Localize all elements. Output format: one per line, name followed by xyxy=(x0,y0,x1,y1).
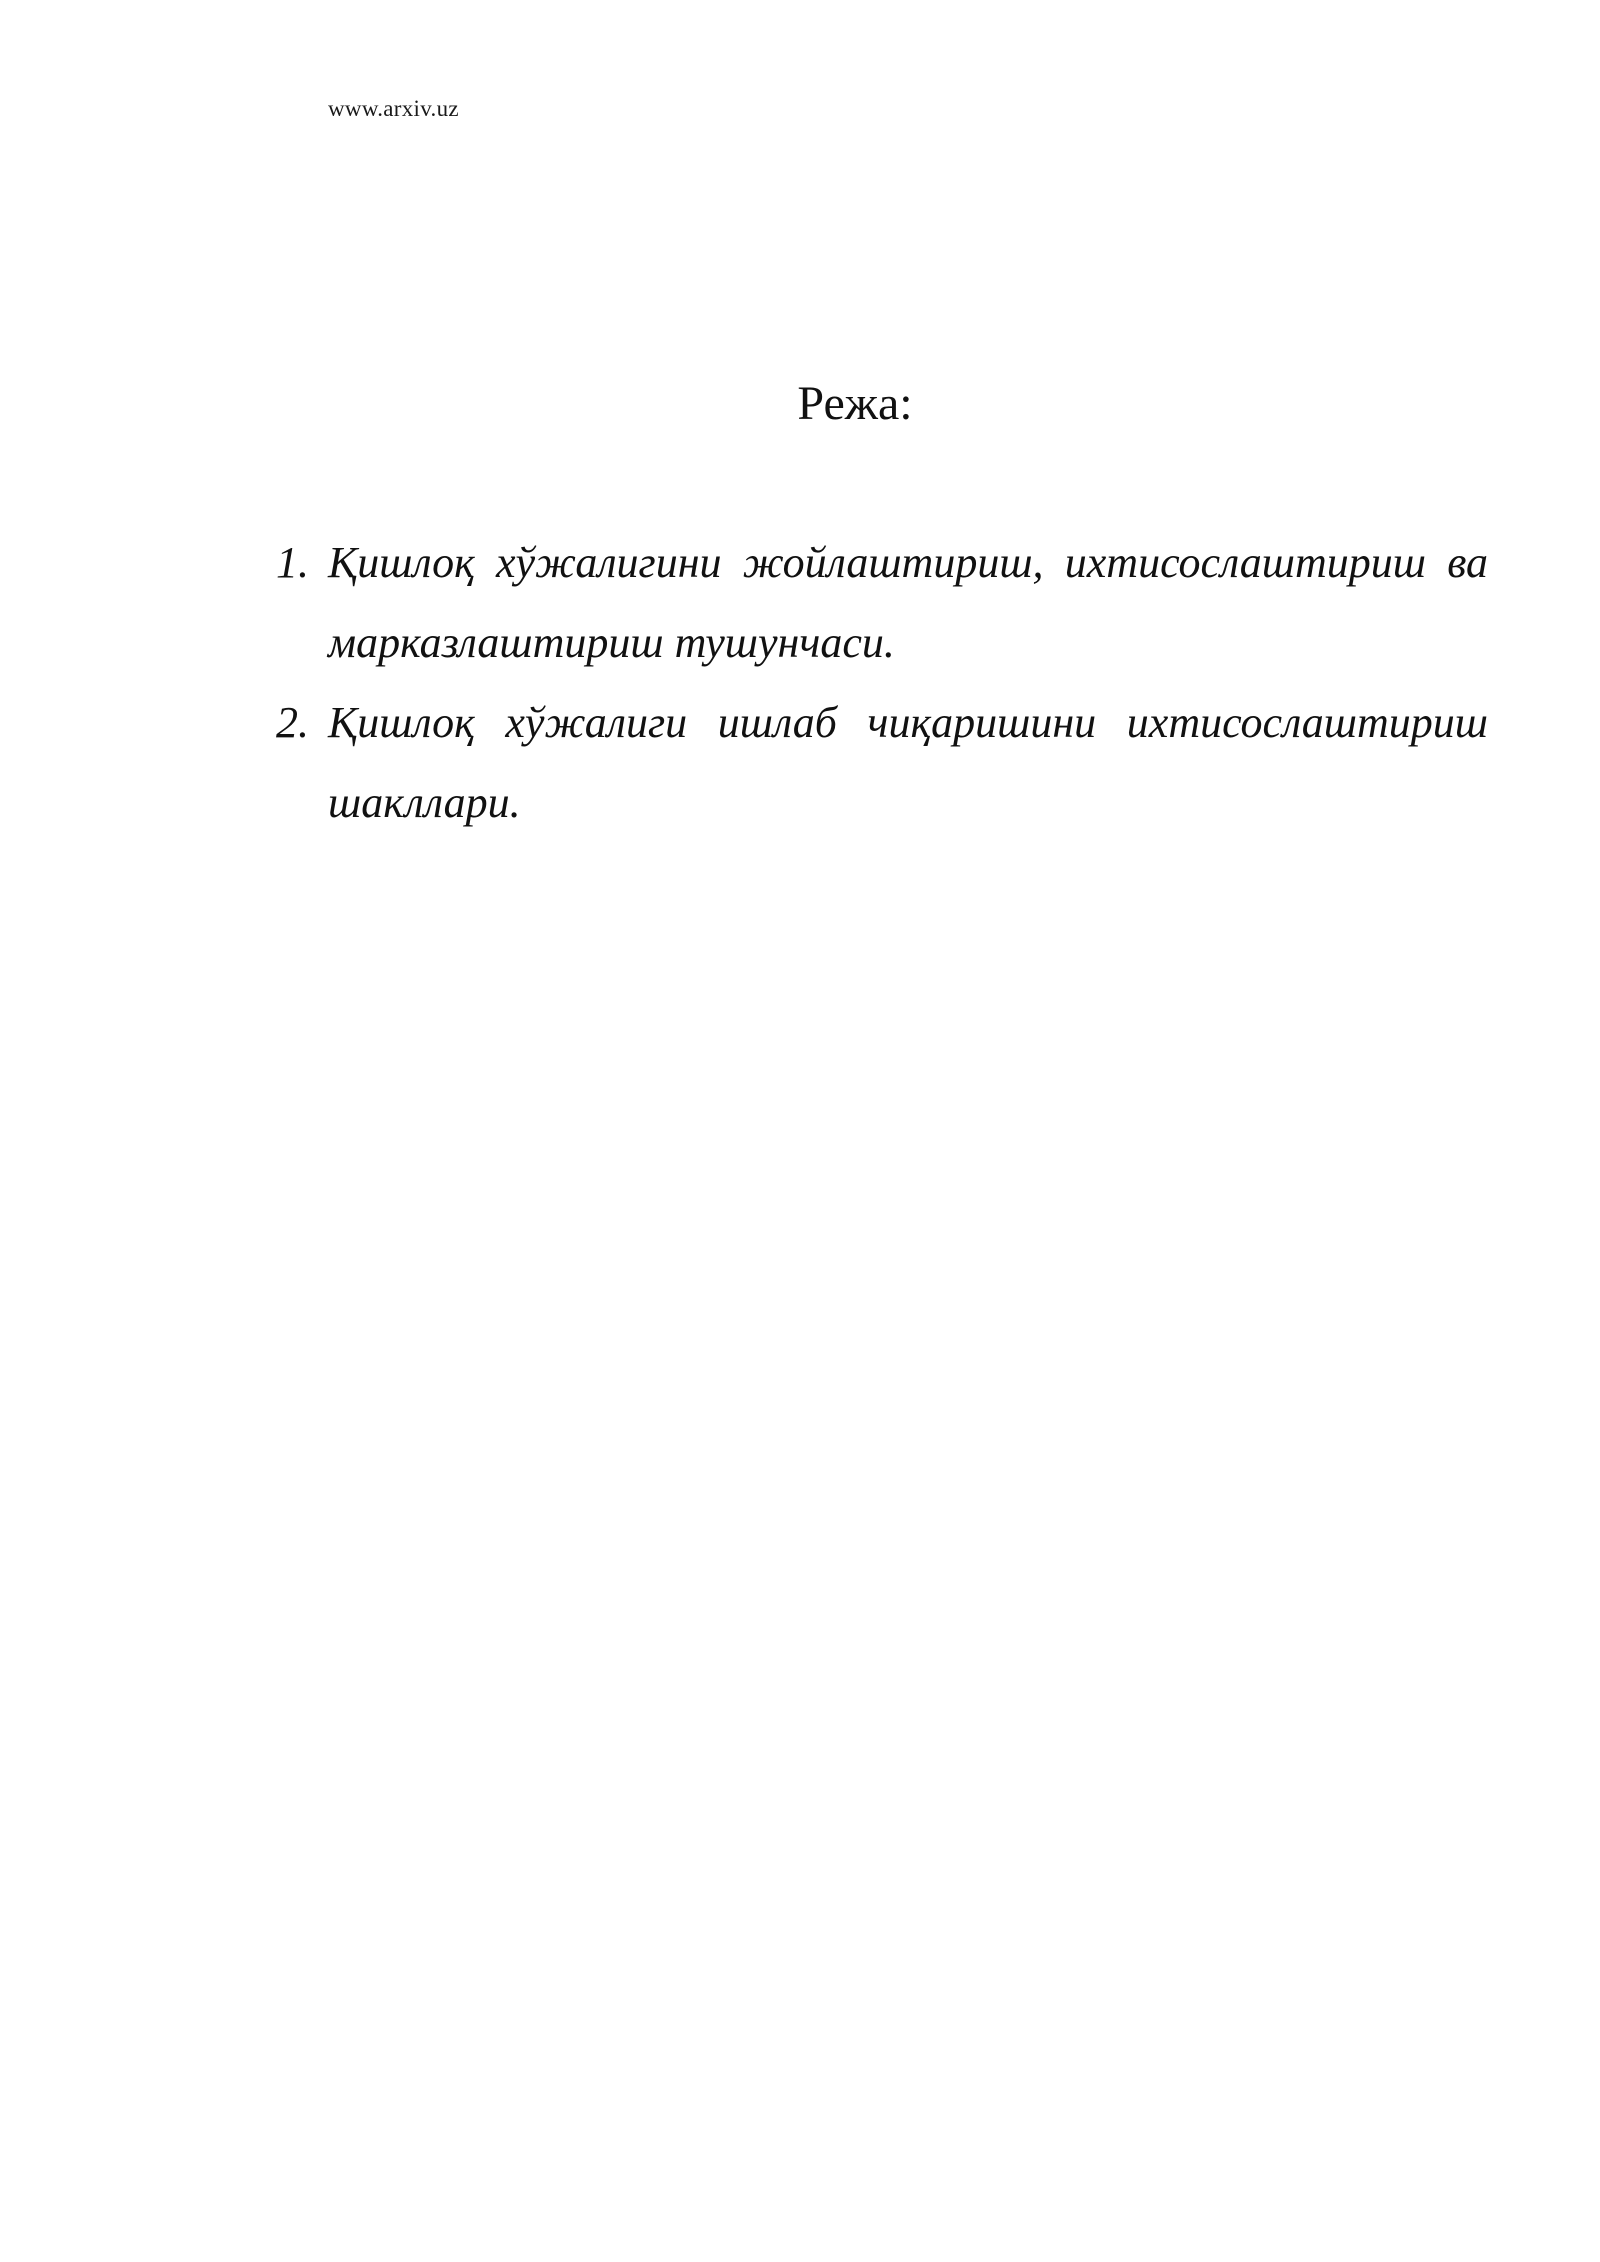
list-item xyxy=(276,523,1488,683)
plan-list xyxy=(276,523,1488,843)
list-item-text: Қишлоқ хўжалигини жойлаштириш, ихтисослаштириш ва марказлаштириш тушунчаси. xyxy=(328,538,1488,667)
list-item-number: 1. xyxy=(276,538,309,587)
list-item-number: 2. xyxy=(276,698,309,747)
header-url: www.arxiv.uz xyxy=(328,96,459,121)
plan-title: Режа: xyxy=(797,377,913,430)
list-item xyxy=(276,683,1488,843)
list-item-text: Қишлоқ хўжалиги ишлаб чиқаришини ихтисослаштириш шакллари. xyxy=(328,698,1488,827)
